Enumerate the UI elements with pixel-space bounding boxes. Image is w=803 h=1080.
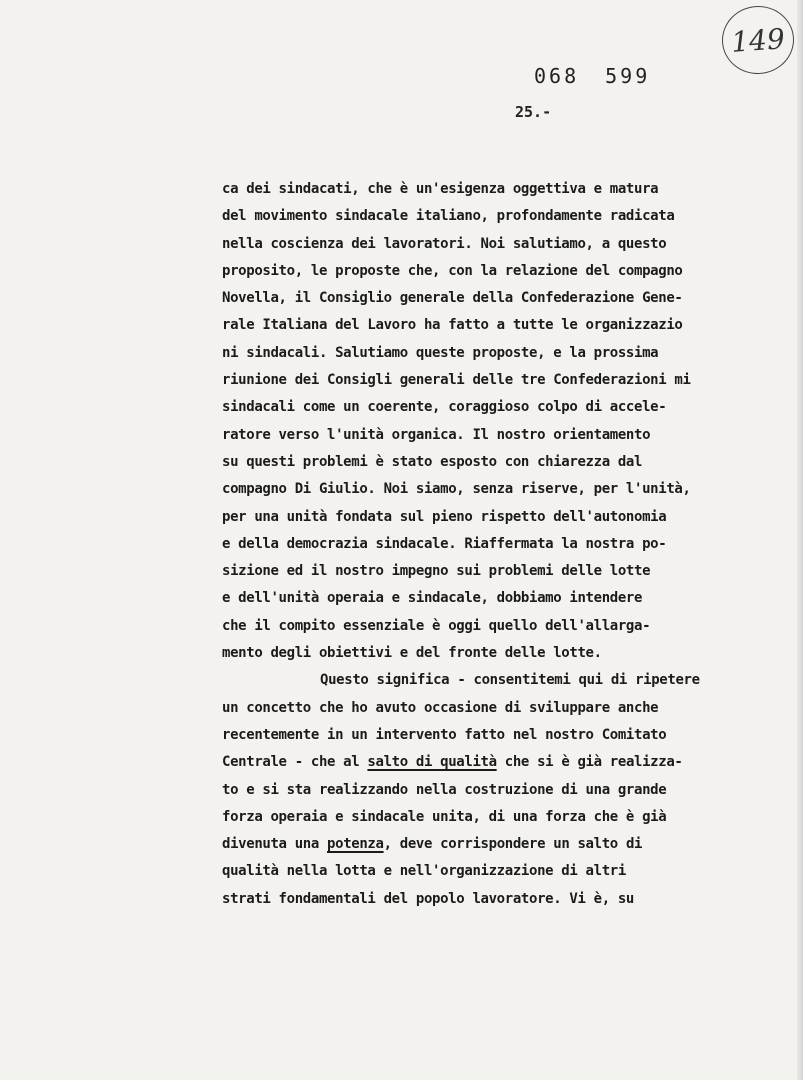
text-line: nella coscienza dei lavoratori. Noi salutiamo, a questo [222, 235, 667, 252]
text-line: mento degli obiettivi e del fronte delle lotte. [222, 645, 602, 662]
text-line: per una unità fondata sul pieno rispetto dell'autonomia [222, 508, 667, 525]
text-line: compagno Di Giulio. Noi siamo, senza riserve, per l'unità, [222, 481, 691, 498]
text-segment: Centrale - che al [222, 754, 368, 771]
text-segment: divenuta una [222, 836, 328, 853]
text-line: forza operaia e sindacale unita, di una forza che è già [222, 808, 667, 825]
underlined-phrase: salto di qualità [367, 754, 497, 771]
handwritten-page-number: 149 [730, 21, 786, 59]
text-line: qualità nella lotta e nell'organizzazione di altri [222, 863, 626, 880]
text-line: Novella, il Consiglio generale della Confederazione Gene- [222, 290, 683, 307]
text-line-with-underline [222, 831, 792, 858]
text-line: che il compito essenziale è oggi quello dell'allarga- [222, 617, 651, 634]
text-line: strati fondamentali del popolo lavoratore. Vi è, su [222, 890, 635, 907]
text-line: sizione ed il nostro impegno sui problemi delle lotte [222, 563, 651, 580]
text-line: riunione dei Consigli generali delle tre Confederazioni mi [222, 372, 691, 389]
text-line: rale Italiana del Lavoro ha fatto a tutte le organizzazio [222, 317, 683, 334]
text-line: ca dei sindacati, che è un'esigenza oggettiva e matura [222, 181, 659, 197]
text-line: del movimento sindacale italiano, profondamente radicata [222, 208, 675, 225]
folio-number: 25.- [515, 103, 552, 121]
underlined-phrase: potenza [327, 836, 384, 853]
text-line: su questi problemi è stato esposto con chiarezza dal [222, 453, 643, 470]
text-line-indented: Questo significa - consentitemi qui di ripetere [320, 672, 700, 689]
text-line: proposito, le proposte che, con la relazione del compagno [222, 262, 683, 279]
text-line: e dell'unità operaia e sindacale, dobbiamo intendere [222, 590, 643, 607]
handwritten-page-number-stamp [720, 4, 797, 77]
text-line: e della democrazia sindacale. Riaffermata la nostra po- [222, 535, 667, 552]
text-line: ni sindacali. Salutiamo queste proposte, e la prossima [222, 344, 659, 361]
archive-number-part1: 068 [534, 64, 580, 88]
typewritten-body [222, 176, 792, 913]
text-line: un concetto che ho avuto occasione di sviluppare anche [222, 699, 659, 716]
archive-number [534, 64, 650, 88]
archive-number-part2: 599 [605, 64, 651, 88]
text-line: ratore verso l'unità organica. Il nostro orientamento [222, 426, 651, 443]
text-line: recentemente in un intervento fatto nel nostro Comitato [222, 726, 667, 743]
text-line-with-underline [222, 749, 792, 776]
text-line: to e si sta realizzando nella costruzione di una grande [222, 781, 667, 798]
page-edge-shadow [797, 0, 803, 1080]
text-segment: , deve corrispondere un salto di [383, 836, 643, 853]
text-segment: che si è già realizza- [496, 754, 683, 771]
text-line: sindacali come un coerente, coraggioso colpo di accele- [222, 399, 667, 416]
